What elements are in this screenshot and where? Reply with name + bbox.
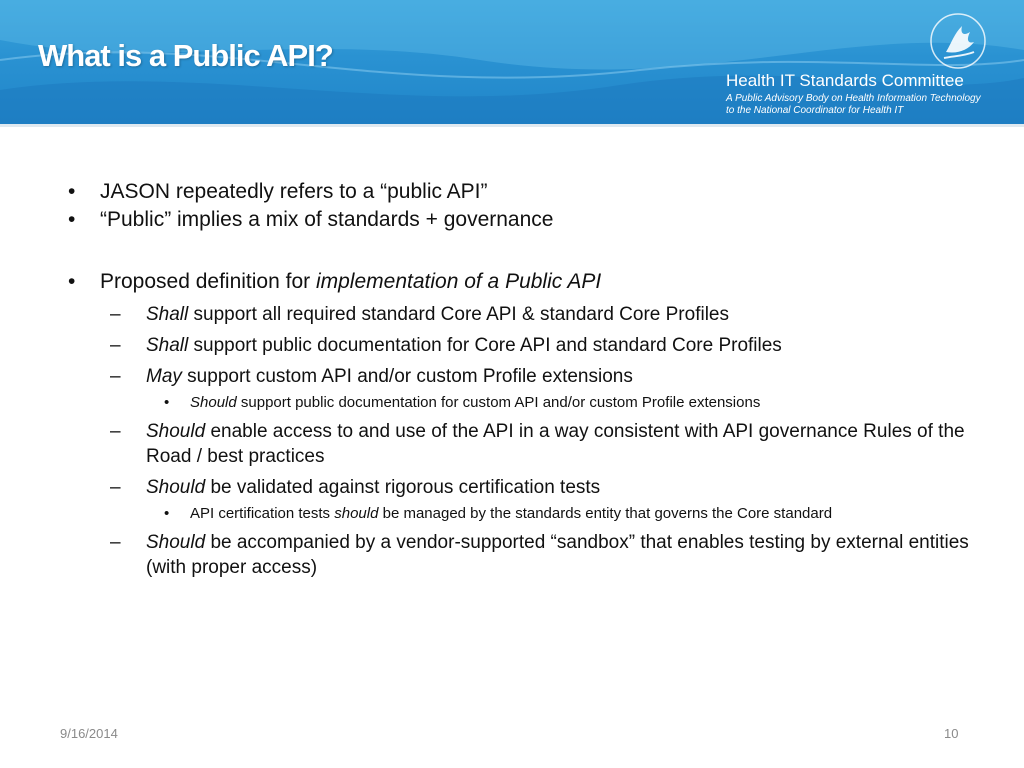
slide-title: What is a Public API? — [38, 38, 333, 73]
modal-verb: Should — [190, 394, 237, 411]
org-identity — [726, 72, 1016, 117]
bullet-item — [60, 268, 990, 296]
header-divider — [0, 124, 1024, 127]
modal-verb: May — [146, 366, 182, 387]
sub-bullet-item — [60, 530, 990, 580]
sub-bullet-text: enable access to and use of the API in a way consistent with API governance Rules of the Road / best practices — [146, 421, 965, 467]
sub-bullet-item — [60, 475, 990, 500]
sub-bullet-item — [60, 333, 990, 358]
modal-verb: Should — [146, 421, 206, 442]
sub-bullet-text: support custom API and/or custom Profile extensions — [181, 366, 633, 387]
sub-bullet-text: support all required standard Core API & standard Core Profiles — [188, 304, 729, 325]
dash-marker: – — [110, 335, 121, 356]
org-name: Health IT Standards Committee — [726, 71, 964, 90]
sub-sub-bullet-item — [60, 503, 990, 524]
bullet-text: “Public” implies a mix of standards + governance — [100, 208, 554, 231]
slide-body — [60, 178, 990, 580]
sub-bullet-text: support public documentation for Core API and standard Core Profiles — [188, 335, 782, 356]
bullet-marker: • — [68, 270, 76, 293]
modal-verb: should — [334, 505, 379, 522]
bullet-text: Proposed definition for — [100, 270, 316, 293]
dash-marker: – — [110, 532, 121, 553]
slide-date: 9/16/2014 — [60, 726, 118, 741]
bullet-emphasis: implementation of a Public API — [315, 270, 602, 293]
hhs-eagle-logo-icon — [928, 12, 988, 70]
sub-bullet-text: be accompanied by a vendor-supported “sandbox” that enables testing by external entities (with proper access) — [146, 532, 969, 578]
dash-marker: – — [110, 477, 121, 498]
sub-sub-bullet-text: API certification tests — [190, 505, 335, 522]
dash-marker: – — [110, 304, 121, 325]
sub-bullet-item — [60, 364, 990, 389]
modal-verb: Should — [146, 532, 206, 553]
bullet-item — [60, 178, 990, 206]
sub-bullet-item — [60, 419, 990, 469]
sub-sub-bullet-item — [60, 392, 990, 413]
dash-marker: – — [110, 421, 121, 442]
slide-number: 10 — [944, 726, 959, 741]
org-tagline-1: A Public Advisory Body on Health Information Technology — [726, 93, 981, 104]
dash-marker: – — [110, 366, 121, 387]
bullet-item — [60, 206, 990, 234]
bullet-marker: • — [164, 505, 170, 522]
org-tagline-2: to the National Coordinator for Health IT — [726, 105, 904, 116]
bullet-marker: • — [68, 180, 76, 203]
bullet-marker: • — [68, 208, 76, 231]
sub-bullet-item — [60, 302, 990, 327]
slide-header — [0, 0, 1024, 127]
modal-verb: Shall — [146, 335, 189, 356]
bullet-text: JASON repeatedly refers to a “public API” — [100, 180, 488, 203]
modal-verb: Shall — [146, 304, 189, 325]
bullet-marker: • — [164, 394, 170, 411]
sub-sub-bullet-text: be managed by the standards entity that governs the Core standard — [378, 505, 833, 522]
sub-bullet-text: be validated against rigorous certification tests — [205, 477, 601, 498]
modal-verb: Should — [146, 477, 206, 498]
sub-sub-bullet-text: support public documentation for custom API and/or custom Profile extensions — [236, 394, 761, 411]
